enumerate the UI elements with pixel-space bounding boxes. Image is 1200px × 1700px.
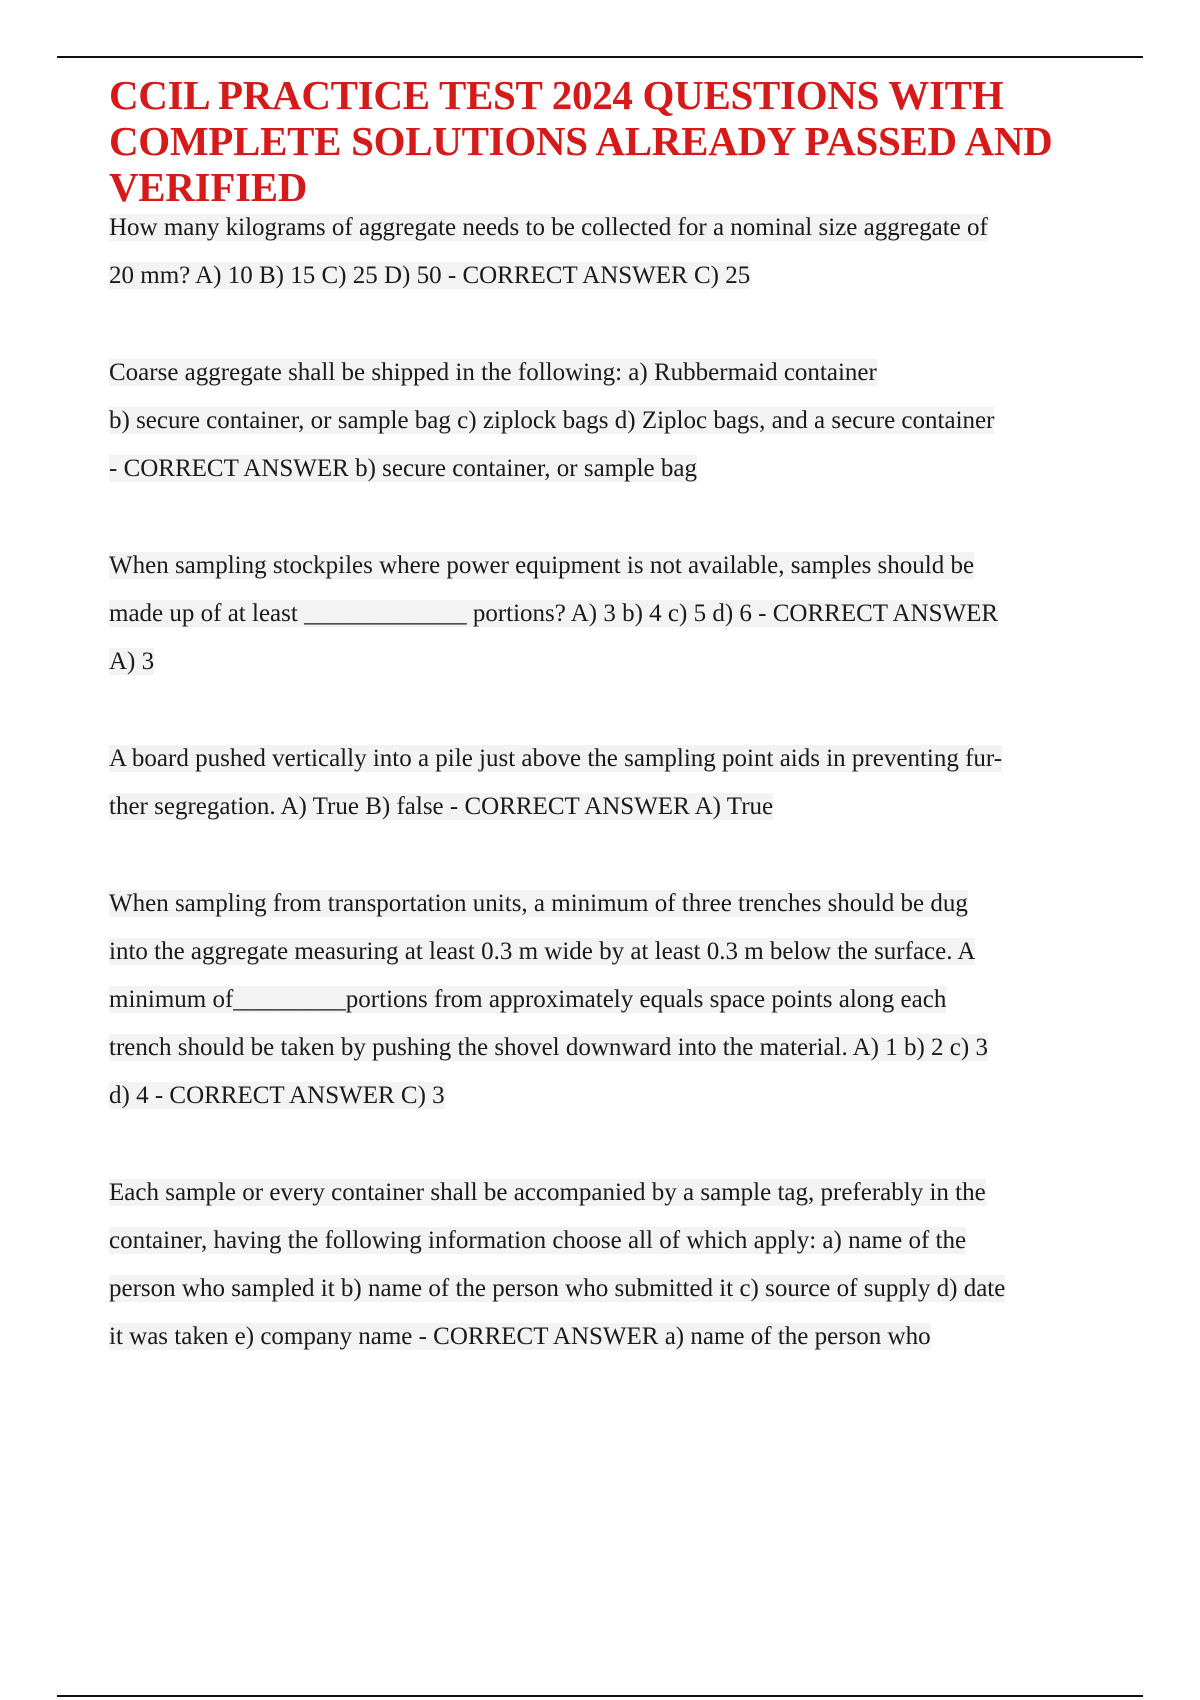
document-body <box>109 72 1129 1361</box>
question-text-line: container, having the following information choose all of which apply: a) name of the <box>109 1227 967 1254</box>
question-text-line: made up of at least _____________ portions? A) 3 b) 4 c) 5 d) 6 - CORRECT ANSWER <box>109 600 999 627</box>
top-rule <box>57 56 1143 58</box>
spacer <box>109 493 1129 542</box>
question-text-line: b) secure container, or sample bag c) ziplock bags d) Ziploc bags, and a secure container <box>109 407 995 434</box>
question-text-line: When sampling from transportation units, a minimum of three trenches should be dug <box>109 890 968 917</box>
question-5 <box>109 880 1129 1120</box>
question-text-line: into the aggregate measuring at least 0.3 m wide by at least 0.3 m below the surface. A <box>109 938 976 965</box>
title-line: VERIFIED <box>109 164 308 210</box>
question-6 <box>109 1169 1129 1361</box>
question-4 <box>109 735 1129 831</box>
spacer <box>109 300 1129 349</box>
title-line: CCIL PRACTICE TEST 2024 QUESTIONS WITH <box>109 72 1004 118</box>
question-text-line: When sampling stockpiles where power equipment is not available, samples should be <box>109 552 975 579</box>
spacer <box>109 831 1129 880</box>
bottom-rule <box>57 1695 1143 1697</box>
question-text-line: Each sample or every container shall be accompanied by a sample tag, preferably in the <box>109 1179 986 1206</box>
question-text-line: - CORRECT ANSWER b) secure container, or sample bag <box>109 455 698 482</box>
document-title <box>109 72 1129 210</box>
question-text-line: A board pushed vertically into a pile just above the sampling point aids in preventing fur- <box>109 745 1003 772</box>
question-2 <box>109 349 1129 493</box>
question-3 <box>109 542 1129 686</box>
title-line: COMPLETE SOLUTIONS ALREADY PASSED AND <box>109 118 1053 164</box>
question-text-line: ther segregation. A) True B) false - CORRECT ANSWER A) True <box>109 793 774 820</box>
question-text-line: A) 3 <box>109 648 155 675</box>
spacer <box>109 1120 1129 1169</box>
question-text-line: Coarse aggregate shall be shipped in the following: a) Rubbermaid container <box>109 359 877 386</box>
spacer <box>109 686 1129 735</box>
question-text-line: 20 mm? A) 10 B) 15 C) 25 D) 50 - CORRECT ANSWER C) 25 <box>109 262 751 289</box>
question-text-line: d) 4 - CORRECT ANSWER C) 3 <box>109 1082 445 1109</box>
question-text-line: it was taken e) company name - CORRECT ANSWER a) name of the person who <box>109 1323 931 1350</box>
question-text-line: minimum of_________portions from approximately equals space points along each <box>109 986 947 1013</box>
question-text-line: How many kilograms of aggregate needs to be collected for a nominal size aggregate of <box>109 214 988 241</box>
question-1 <box>109 204 1129 300</box>
question-text-line: trench should be taken by pushing the shovel downward into the material. A) 1 b) 2 c) 3 <box>109 1034 988 1061</box>
question-text-line: person who sampled it b) name of the person who submitted it c) source of supply d) date <box>109 1275 1006 1302</box>
